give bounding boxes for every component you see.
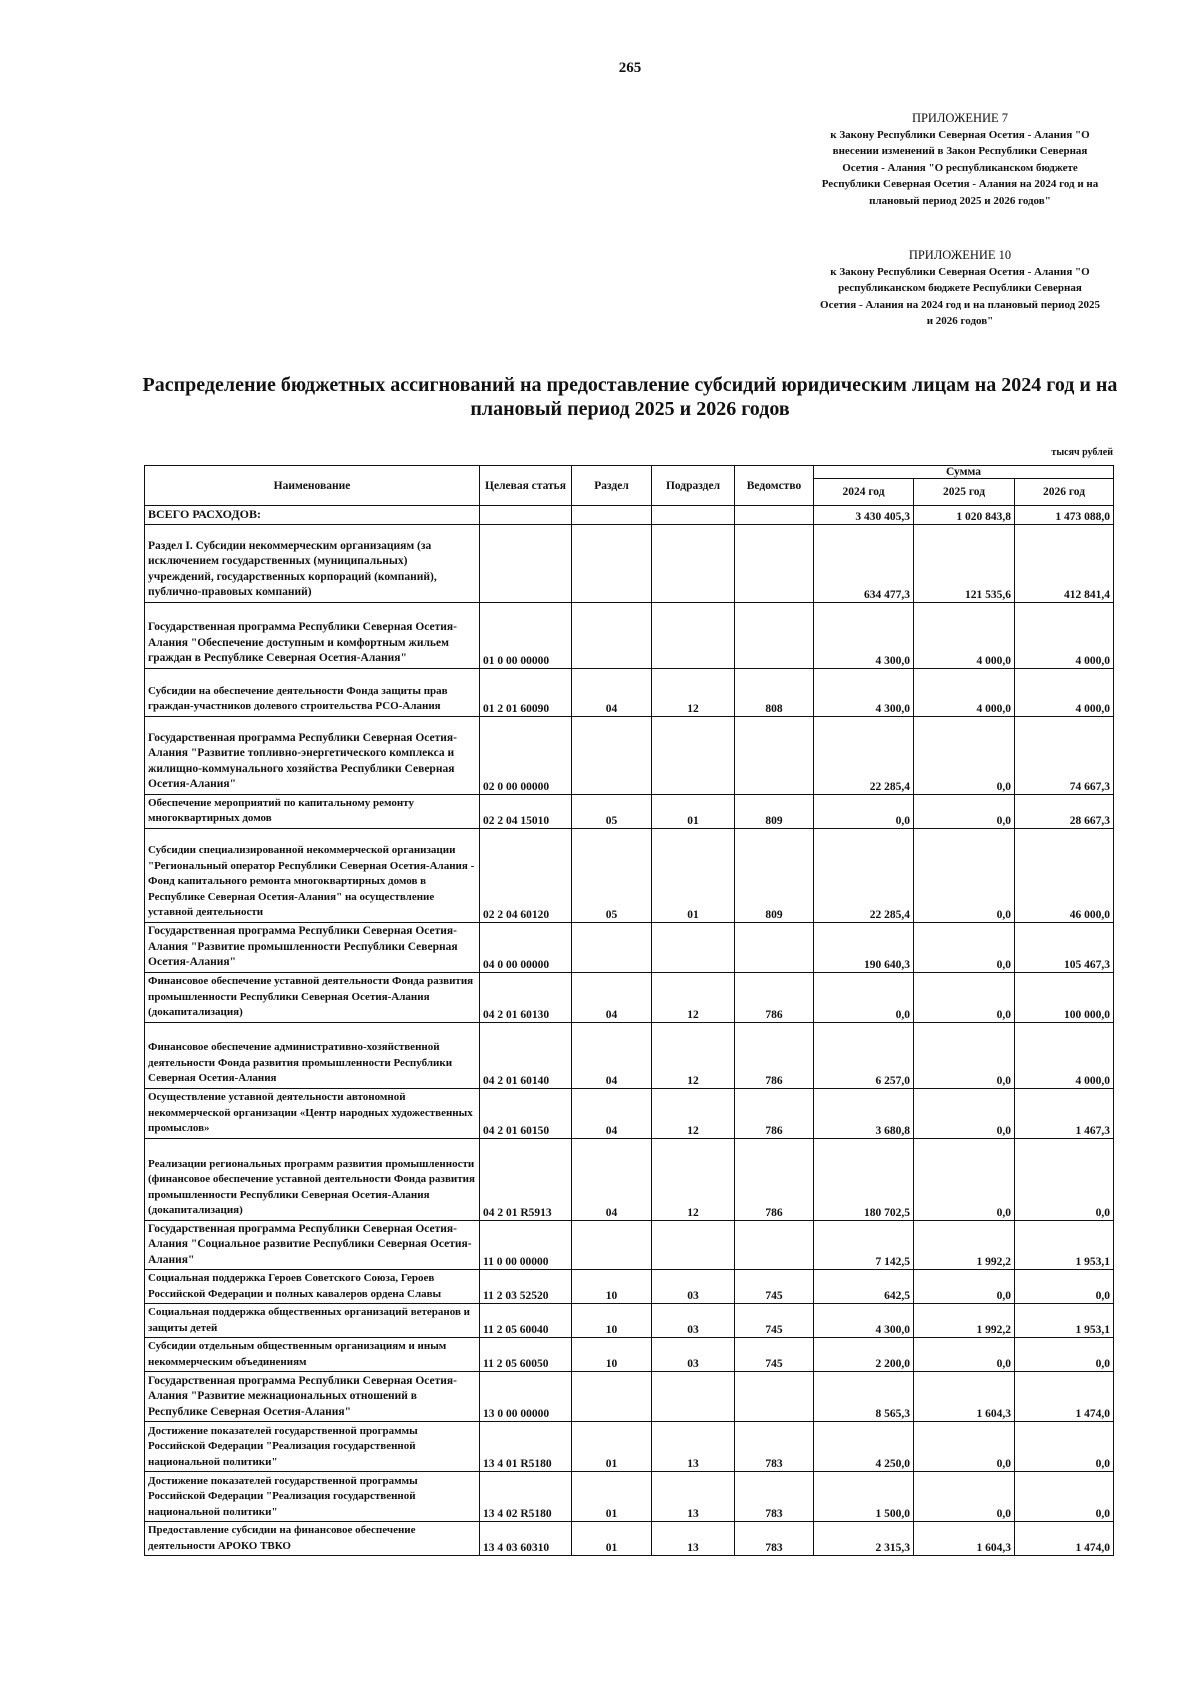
row-department	[735, 716, 814, 794]
row-2026: 0,0	[1015, 1338, 1114, 1372]
row-department	[735, 922, 814, 972]
row-section: 01	[572, 1522, 652, 1556]
row-2026: 4 000,0	[1015, 668, 1114, 716]
row-section: 10	[572, 1270, 652, 1304]
appendix-7-block	[820, 110, 1100, 210]
row-department: 745	[735, 1270, 814, 1304]
row-department: 786	[735, 1138, 814, 1220]
row-target: 13 0 00 00000	[480, 1372, 572, 1422]
row-section: 10	[572, 1304, 652, 1338]
table-row	[145, 668, 1114, 716]
row-section: 01	[572, 1422, 652, 1472]
appendix-10-title: ПРИЛОЖЕНИЕ 10	[908, 248, 1012, 262]
row-name: Раздел I. Субсидии некоммерческим организациям (за исключением государственных (муниципальных) учреждений, государственных корпораций (компаний), публично-правовых компаний)	[145, 524, 480, 602]
row-subsection: 03	[652, 1338, 735, 1372]
row-section	[572, 716, 652, 794]
table-row	[145, 1304, 1114, 1338]
row-target: 13 4 02 R5180	[480, 1472, 572, 1522]
row-2026: 1 467,3	[1015, 1088, 1114, 1138]
row-section	[572, 524, 652, 602]
row-name: Социальная поддержка общественных организаций ветеранов и защиты детей	[145, 1304, 480, 1338]
header-sum: Сумма	[814, 466, 1114, 479]
row-name: Финансовое обеспечение административно-хозяйственной деятельности Фонда развития промышленности Республики Северная Осетия-Алания	[145, 1022, 480, 1088]
table-row	[145, 1138, 1114, 1220]
row-subsection: 13	[652, 1422, 735, 1472]
row-target: 02 2 04 15010	[480, 794, 572, 828]
row-department: 786	[735, 1088, 814, 1138]
row-2025: 0,0	[914, 1422, 1015, 1472]
row-subsection	[652, 1220, 735, 1270]
row-target: 11 2 05 60050	[480, 1338, 572, 1372]
table-row	[145, 1372, 1114, 1422]
row-department	[735, 1220, 814, 1270]
table-row	[145, 1022, 1114, 1088]
table-row	[145, 794, 1114, 828]
header-2024: 2024 год	[814, 479, 914, 506]
row-name: Государственная программа Республики Северная Осетия-Алания "Развитие промышленности Республики Северная Осетия-Алания"	[145, 922, 480, 972]
row-2026: 74 667,3	[1015, 716, 1114, 794]
row-department: 809	[735, 828, 814, 922]
row-department: 786	[735, 972, 814, 1022]
row-2024: 4 250,0	[814, 1422, 914, 1472]
row-department	[735, 524, 814, 602]
row-2025: 1 992,2	[914, 1304, 1015, 1338]
row-section: 05	[572, 828, 652, 922]
row-2025: 121 535,6	[914, 524, 1015, 602]
row-2024: 190 640,3	[814, 922, 914, 972]
row-section: 04	[572, 1138, 652, 1220]
table-row	[145, 1270, 1114, 1304]
row-target: 04 2 01 R5913	[480, 1138, 572, 1220]
table-row	[145, 972, 1114, 1022]
table-row	[145, 1472, 1114, 1522]
row-subsection	[652, 524, 735, 602]
row-2025: 0,0	[914, 922, 1015, 972]
row-target: 02 2 04 60120	[480, 828, 572, 922]
row-department	[735, 1372, 814, 1422]
row-department	[735, 602, 814, 668]
row-name: Достижение показателей государственной программы Российской Федерации "Реализация государственной национальной политики"	[145, 1472, 480, 1522]
cell-empty	[735, 506, 814, 525]
row-department: 783	[735, 1422, 814, 1472]
row-section	[572, 922, 652, 972]
row-2025: 1 604,3	[914, 1522, 1015, 1556]
row-2025: 1 992,2	[914, 1220, 1015, 1270]
header-2026: 2026 год	[1015, 479, 1114, 506]
page-number: 265	[618, 60, 642, 76]
row-target: 04 2 01 60140	[480, 1022, 572, 1088]
row-2025: 0,0	[914, 716, 1015, 794]
row-2026: 0,0	[1015, 1472, 1114, 1522]
row-name: Финансовое обеспечение уставной деятельности Фонда развития промышленности Республики Северная Осетия-Алания (докапитализация)	[145, 972, 480, 1022]
row-subsection	[652, 1372, 735, 1422]
row-2026: 4 000,0	[1015, 1022, 1114, 1088]
row-subsection	[652, 922, 735, 972]
row-2025: 0,0	[914, 1472, 1015, 1522]
row-subsection	[652, 716, 735, 794]
appendix-7-body: к Закону Республики Северная Осетия - Алания "О внесении изменений в Закон Республики Северная Осетия - Алания "О республиканском бюджете Республики Северная Осетия - Алания на 2024 год и на плановый период 2025 и 2026 годов"	[821, 128, 1099, 207]
row-target: 11 2 05 60040	[480, 1304, 572, 1338]
appendix-10-body: к Закону Республики Северная Осетия - Алания "О республиканском бюджете Республики Северная Осетия - Алания на 2024 год и на плановый период 2025 и 2026 годов"	[820, 265, 1100, 328]
row-2026: 1 953,1	[1015, 1304, 1114, 1338]
row-2025: 4 000,0	[914, 668, 1015, 716]
document-title: Распределение бюджетных ассигнований на предоставление субсидий юридическим лицам на 2024 год и на плановый период 2025 и 2026 годов	[142, 374, 1118, 420]
row-target: 11 2 03 52520	[480, 1270, 572, 1304]
row-name: Государственная программа Республики Северная Осетия-Алания "Развитие межнациональных отношений в Республике Северная Осетия-Алания"	[145, 1372, 480, 1422]
row-subsection: 12	[652, 1022, 735, 1088]
row-2026: 1 953,1	[1015, 1220, 1114, 1270]
row-2024: 8 565,3	[814, 1372, 914, 1422]
table-row	[145, 1338, 1114, 1372]
row-2026: 46 000,0	[1015, 828, 1114, 922]
row-2024: 22 285,4	[814, 716, 914, 794]
row-2026: 0,0	[1015, 1422, 1114, 1472]
row-2024: 4 300,0	[814, 668, 914, 716]
row-section: 04	[572, 972, 652, 1022]
row-name: Осуществление уставной деятельности автономной некоммерческой организации «Центр народных художественных промыслов»	[145, 1088, 480, 1138]
row-2025: 0,0	[914, 1138, 1015, 1220]
row-subsection: 13	[652, 1522, 735, 1556]
row-2024: 2 315,3	[814, 1522, 914, 1556]
row-section: 04	[572, 1088, 652, 1138]
table-row	[145, 828, 1114, 922]
table-row	[145, 1522, 1114, 1556]
row-2024: 7 142,5	[814, 1220, 914, 1270]
cell-empty	[652, 506, 735, 525]
table-row	[145, 716, 1114, 794]
row-2026: 1 474,0	[1015, 1522, 1114, 1556]
row-2025: 0,0	[914, 1338, 1015, 1372]
row-2026: 100 000,0	[1015, 972, 1114, 1022]
row-2025: 1 604,3	[914, 1372, 1015, 1422]
row-department: 808	[735, 668, 814, 716]
table-row	[145, 922, 1114, 972]
row-target: 01 2 01 60090	[480, 668, 572, 716]
row-2024: 22 285,4	[814, 828, 914, 922]
row-2024: 0,0	[814, 794, 914, 828]
row-target: 04 2 01 60150	[480, 1088, 572, 1138]
row-name: Достижение показателей государственной программы Российской Федерации "Реализация государственной национальной политики"	[145, 1422, 480, 1472]
row-name: Реализации региональных программ развития промышленности (финансовое обеспечение уставной деятельности Фонда развития промышленности Республики Северная Осетия-Алания (докапитализация)	[145, 1138, 480, 1220]
row-section: 05	[572, 794, 652, 828]
table-row	[145, 1422, 1114, 1472]
row-name: Субсидии отдельным общественным организациям и иным некоммерческим объединениям	[145, 1338, 480, 1372]
header-2025: 2025 год	[914, 479, 1015, 506]
row-department: 745	[735, 1338, 814, 1372]
row-2025: 0,0	[914, 794, 1015, 828]
budget-table	[144, 465, 1114, 1556]
row-2025: 0,0	[914, 1022, 1015, 1088]
row-name: Государственная программа Республики Северная Осетия-Алания "Развитие топливно-энергетического комплекса и жилищно-коммунального хозяйства Республики Северная Осетия-Алания"	[145, 716, 480, 794]
row-subsection: 12	[652, 1138, 735, 1220]
row-department: 745	[735, 1304, 814, 1338]
total-row	[145, 506, 1114, 525]
row-2025: 4 000,0	[914, 602, 1015, 668]
cell-empty	[480, 506, 572, 525]
row-department: 809	[735, 794, 814, 828]
table-row	[145, 524, 1114, 602]
row-target: 02 0 00 00000	[480, 716, 572, 794]
table-body	[145, 506, 1114, 1556]
row-section	[572, 602, 652, 668]
row-2026: 105 467,3	[1015, 922, 1114, 972]
header-target: Целевая статья	[480, 466, 572, 506]
row-name: Предоставление субсидии на финансовое обеспечение деятельности АРОКО ТВКО	[145, 1522, 480, 1556]
row-subsection: 12	[652, 1088, 735, 1138]
total-2024: 3 430 405,3	[814, 506, 914, 525]
row-target: 11 0 00 00000	[480, 1220, 572, 1270]
header-department: Ведомство	[735, 466, 814, 506]
row-name: Субсидии специализированной некоммерческой организации "Региональный оператор Республики Северная Осетия-Алания - Фонд капитального ремонта многоквартирных домов в Республике Северная Осетия-Алания" на осуществление уставной деятельности	[145, 828, 480, 922]
row-2026: 1 474,0	[1015, 1372, 1114, 1422]
row-section	[572, 1372, 652, 1422]
row-target: 13 4 01 R5180	[480, 1422, 572, 1472]
row-section: 04	[572, 668, 652, 716]
row-subsection: 12	[652, 668, 735, 716]
row-2024: 0,0	[814, 972, 914, 1022]
row-department: 783	[735, 1472, 814, 1522]
row-target: 04 2 01 60130	[480, 972, 572, 1022]
row-2024: 634 477,3	[814, 524, 914, 602]
row-department: 783	[735, 1522, 814, 1556]
row-2025: 0,0	[914, 828, 1015, 922]
row-subsection: 03	[652, 1270, 735, 1304]
row-2025: 0,0	[914, 972, 1015, 1022]
row-target: 04 0 00 00000	[480, 922, 572, 972]
row-section	[572, 1220, 652, 1270]
header-name: Наименование	[145, 466, 480, 506]
table-header	[145, 466, 1114, 506]
header-subsection: Подраздел	[652, 466, 735, 506]
row-section: 01	[572, 1472, 652, 1522]
row-2025: 0,0	[914, 1270, 1015, 1304]
row-2026: 0,0	[1015, 1270, 1114, 1304]
row-name: Обеспечение мероприятий по капитальному ремонту многоквартирных домов	[145, 794, 480, 828]
table-row	[145, 1088, 1114, 1138]
row-2024: 6 257,0	[814, 1022, 914, 1088]
row-2024: 3 680,8	[814, 1088, 914, 1138]
row-2026: 0,0	[1015, 1138, 1114, 1220]
row-subsection: 01	[652, 828, 735, 922]
row-subsection: 12	[652, 972, 735, 1022]
total-label: ВСЕГО РАСХОДОВ:	[145, 506, 480, 525]
row-target: 13 4 03 60310	[480, 1522, 572, 1556]
row-target	[480, 524, 572, 602]
row-2024: 4 300,0	[814, 1304, 914, 1338]
units-label: тысяч рублей	[1051, 447, 1113, 458]
total-2026: 1 473 088,0	[1015, 506, 1114, 525]
row-name: Социальная поддержка Героев Советского Союза, Героев Российской Федерации и полных кавалеров ордена Славы	[145, 1270, 480, 1304]
cell-empty	[572, 506, 652, 525]
row-department: 786	[735, 1022, 814, 1088]
row-2025: 0,0	[914, 1088, 1015, 1138]
table-row	[145, 602, 1114, 668]
row-name: Государственная программа Республики Северная Осетия-Алания "Обеспечение доступным и комфортным жильем граждан в Республике Северная Осетия-Алания"	[145, 602, 480, 668]
row-2024: 180 702,5	[814, 1138, 914, 1220]
row-2026: 28 667,3	[1015, 794, 1114, 828]
row-2024: 1 500,0	[814, 1472, 914, 1522]
row-subsection	[652, 602, 735, 668]
table-row	[145, 1220, 1114, 1270]
row-2024: 2 200,0	[814, 1338, 914, 1372]
row-2026: 412 841,4	[1015, 524, 1114, 602]
row-name: Субсидии на обеспечение деятельности Фонда защиты прав граждан-участников долевого строительства РСО-Алания	[145, 668, 480, 716]
appendix-7-title: ПРИЛОЖЕНИЕ 7	[911, 111, 1009, 125]
row-2026: 4 000,0	[1015, 602, 1114, 668]
row-section: 04	[572, 1022, 652, 1088]
row-2024: 642,5	[814, 1270, 914, 1304]
header-section: Раздел	[572, 466, 652, 506]
appendix-10-block	[820, 247, 1100, 330]
row-subsection: 01	[652, 794, 735, 828]
row-subsection: 03	[652, 1304, 735, 1338]
total-2025: 1 020 843,8	[914, 506, 1015, 525]
row-subsection: 13	[652, 1472, 735, 1522]
row-target: 01 0 00 00000	[480, 602, 572, 668]
row-section: 10	[572, 1338, 652, 1372]
row-name: Государственная программа Республики Северная Осетия-Алания "Социальное развитие Республики Северная Осетия-Алания"	[145, 1220, 480, 1270]
row-2024: 4 300,0	[814, 602, 914, 668]
